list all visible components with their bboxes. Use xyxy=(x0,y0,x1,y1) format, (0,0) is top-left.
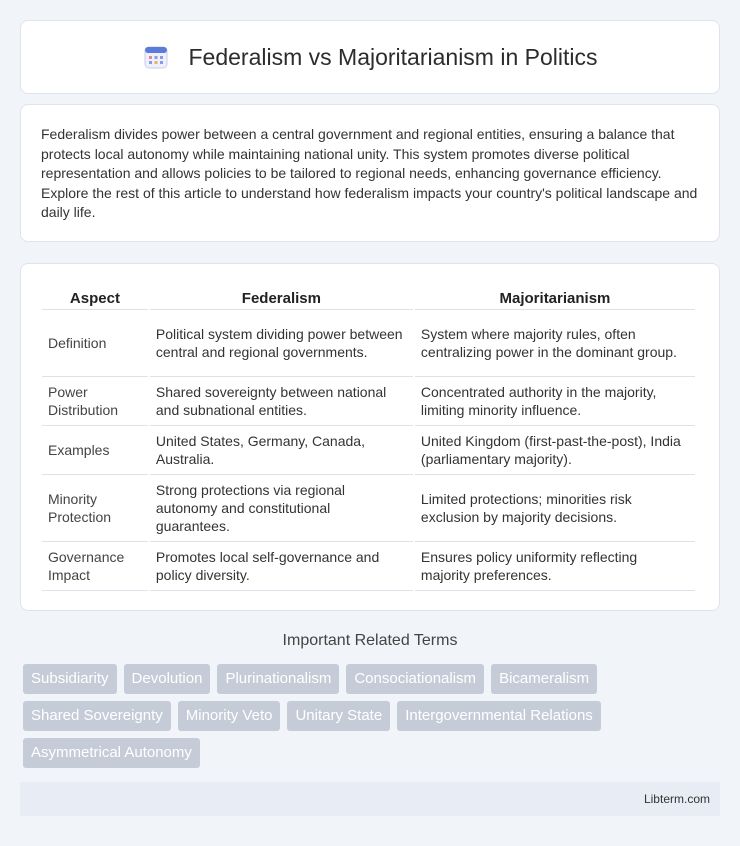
row-majoritarianism: Concentrated authority in the majority, limiting minority influence. xyxy=(415,377,695,426)
comparison-table xyxy=(40,284,697,591)
related-term-tag[interactable]: Unitary State xyxy=(287,701,390,731)
row-majoritarianism: Limited protections; minorities risk exclusion by majority decisions. xyxy=(415,475,695,542)
related-terms-title: Important Related Terms xyxy=(282,632,458,649)
table-row xyxy=(42,426,695,475)
header-federalism: Federalism xyxy=(150,284,413,310)
table-header-row xyxy=(42,284,695,310)
row-aspect: Power Distribution xyxy=(42,377,148,426)
row-federalism: Strong protections via regional autonomy and constitutional guarantees. xyxy=(150,475,413,542)
row-federalism: United States, Germany, Canada, Australia. xyxy=(150,426,413,475)
comparison-table-card xyxy=(20,263,720,611)
related-term-tag[interactable]: Asymmetrical Autonomy xyxy=(23,738,200,768)
table-row xyxy=(42,310,695,377)
row-aspect: Examples xyxy=(42,426,148,475)
row-aspect: Definition xyxy=(42,310,148,377)
related-term-tag[interactable]: Plurinationalism xyxy=(217,664,339,694)
row-aspect: Governance Impact xyxy=(42,542,148,591)
table-row xyxy=(42,475,695,542)
table-row xyxy=(42,377,695,426)
row-federalism: Promotes local self-governance and policy diversity. xyxy=(150,542,413,591)
related-term-tag[interactable]: Bicameralism xyxy=(491,664,597,694)
intro-paragraph: Federalism divides power between a central government and regional entities, ensuring a balance that protects local autonomy while maintaining national unity. This system promotes diverse political representation and allows policies to be tailored to regional needs, enhancing governance efficiency. Explore the rest of this article to understand how federalism impacts your country's political landscape and daily life. xyxy=(41,126,698,220)
row-majoritarianism: System where majority rules, often centralizing power in the dominant group. xyxy=(415,310,695,377)
related-terms-list xyxy=(23,664,723,775)
related-term-tag[interactable]: Subsidiarity xyxy=(23,664,117,694)
header-aspect: Aspect xyxy=(42,284,148,310)
calendar-icon xyxy=(143,44,169,70)
row-federalism: Political system dividing power between central and regional governments. xyxy=(150,310,413,377)
related-term-tag[interactable]: Minority Veto xyxy=(178,701,281,731)
row-aspect: Minority Protection xyxy=(42,475,148,542)
footer xyxy=(20,782,720,816)
intro-card xyxy=(20,104,720,242)
related-term-tag[interactable]: Shared Sovereignty xyxy=(23,701,171,731)
related-term-tag[interactable]: Intergovernmental Relations xyxy=(397,701,601,731)
table-row xyxy=(42,542,695,591)
footer-site-link[interactable]: Libterm.com xyxy=(643,792,710,806)
related-term-tag[interactable]: Consociationalism xyxy=(346,664,484,694)
row-federalism: Shared sovereignty between national and subnational entities. xyxy=(150,377,413,426)
page-title: Federalism vs Majoritarianism in Politics xyxy=(188,43,598,70)
row-majoritarianism: Ensures policy uniformity reflecting majority preferences. xyxy=(415,542,695,591)
row-majoritarianism: United Kingdom (first-past-the-post), India (parliamentary majority). xyxy=(415,426,695,475)
related-term-tag[interactable]: Devolution xyxy=(124,664,211,694)
header-card xyxy=(20,20,720,94)
header-majoritarianism: Majoritarianism xyxy=(415,284,695,310)
